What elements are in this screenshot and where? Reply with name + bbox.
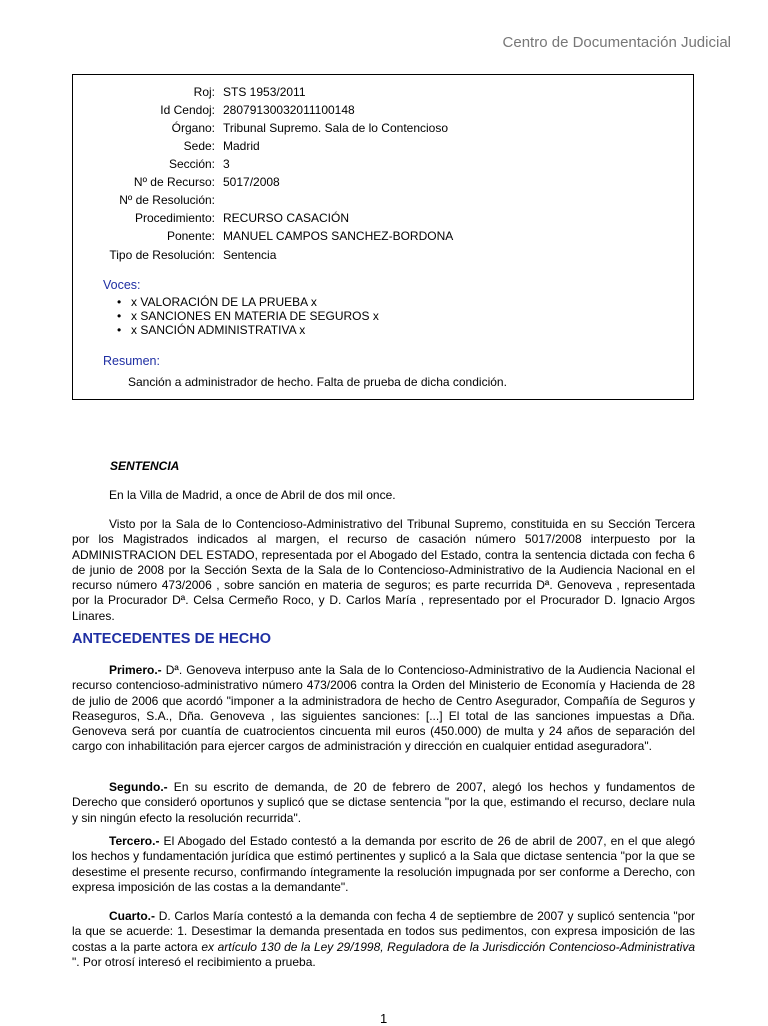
meta-label: Sede: [183,139,215,153]
paragraph-segundo [72,780,695,826]
site-header-title: Centro de Documentación Judicial [502,34,731,51]
meta-label: Roj: [193,85,215,99]
meta-value: Sentencia [223,248,277,262]
meta-row-recurso [73,173,693,191]
paragraph-text: Dª. Genoveva interpuso ante la Sala de lo Contencioso-Administrativo de la Audiencia Nacional el recurso contencioso-administrativo número 473/2006 contra la Orden del Ministerio de Economía y Hacienda de 28 de julio de 2006 que acordó "imponer a la administradora de hecho de Centro Asegurador, Compañía de Seguros y Reaseguros, S.A., Dña. Genoveva , las siguientes sanciones: [...] El total de las sanciones impuestas a Dña. Genoveva será por cuantía de cuatrocientos cincuenta mil euros (450.000) de multa y 24 años de separación del cargo con inhabilitación para ejercer cargos de administración y dirección en cualquier entidad aseguradora". [72,663,695,754]
meta-value: 3 [223,157,230,171]
meta-value: MANUEL CAMPOS SANCHEZ-BORDONA [223,229,454,243]
paragraph-text: El Abogado del Estado contestó a la demanda por escrito de 26 de abril de 2007, en el que alegó los hechos y fundamentación jurídica que estimó pertinentes y suplicó a la Sala que dictase sentencia "por la que se desestime el presente recurso, confirmando íntegramente la resolución impugnada por ser conforme a Derecho, con expresa imposición de las costas a la demandante". [72,834,695,894]
meta-label: Sección: [168,157,215,171]
paragraph-tercero [72,834,695,895]
metadata-box [72,74,694,400]
sentencia-title: SENTENCIA [110,459,180,473]
meta-row-roj [73,83,693,101]
paragraph-lead: Cuarto.- [109,909,155,923]
meta-value: 5017/2008 [223,175,280,189]
voces-item: • x SANCIÓN ADMINISTRATIVA x [117,323,379,337]
resumen-label: Resumen: [103,354,160,368]
meta-label: Nº de Recurso: [133,175,215,189]
paragraph-primero [72,663,695,755]
voces-item: • x VALORACIÓN DE LA PRUEBA x [117,295,379,309]
antecedentes-heading: ANTECEDENTES DE HECHO [72,631,271,647]
paragraph-lead: Segundo.- [109,780,168,794]
paragraph-text: D. Carlos María contestó a la demanda con fecha 4 de septiembre de 2007 y suplicó sentencia "por la que se acuerde: 1. Desestimar la demanda presentada en todos sus pedimentos, con expresa imposición de las costas a la parte actora [72,909,695,954]
meta-value: Tribunal Supremo. Sala de lo Contencioso [223,121,449,135]
voces-item: • x SANCIONES EN MATERIA DE SEGUROS x [117,309,379,323]
paragraph-lead: Primero.- [109,663,162,677]
meta-label: Ponente: [166,229,215,243]
meta-row-organo [73,119,693,137]
place-date-paragraph: En la Villa de Madrid, a once de Abril de dos mil once. [109,488,396,502]
paragraph-text: En su escrito de demanda, de 20 de febrero de 2007, alegó los hechos y fundamentos de Derecho que consideró oportunos y suplicó que se dictase sentencia "por la que, estimando el recurso, declare nula y sin ningún efecto la resolución recurrida". [72,780,695,825]
paragraph-cuarto [72,909,695,970]
meta-row-id-cendoj [73,101,693,119]
meta-value: RECURSO CASACIÓN [223,211,350,225]
meta-value: Madrid [223,139,260,153]
meta-value: STS 1953/2011 [223,85,306,99]
meta-label: Órgano: [171,121,215,135]
paragraph-tail: ". Por otrosí interesó el recibimiento a prueba. [72,954,316,969]
meta-value: 28079130032011100148 [223,103,355,117]
meta-label: Nº de Resolución: [119,193,215,207]
paragraph-italic-citation: ex artículo 130 de la Ley 29/1998, Reguladora de la Jurisdicción Contencioso-Administrativa [201,939,695,954]
meta-row-sede [73,137,693,155]
resumen-text: Sanción a administrador de hecho. Falta de prueba de dicha condición. [128,375,507,389]
meta-label: Id Cendoj: [160,103,215,117]
paragraph-lead: Tercero.- [109,834,160,848]
voces-label: Voces: [103,278,141,292]
meta-label: Procedimiento: [134,211,215,225]
meta-row-procedimiento [73,209,693,227]
meta-label: Tipo de Resolución: [109,248,215,262]
page-number: 1 [380,1011,388,1026]
voces-list [117,295,379,337]
meta-row-resolucion [73,191,693,209]
meta-row-ponente [73,227,693,245]
meta-row-tipo-resolucion [73,246,693,264]
visto-paragraph: Visto por la Sala de lo Contencioso-Administrativo del Tribunal Supremo, constituida en su Sección Tercera por los Magistrados indicados al margen, el recurso de casación número 5017/2008 interpuesto por la ADMINISTRACION DEL ESTADO, representada por el Abogado del Estado, contra la sentencia dictada con fecha 6 de junio de 2008 por la Sección Sexta de la Sala de lo Contencioso-Administrativo de la Audiencia Nacional en el recurso número 473/2006 , sobre sanción en materia de seguros; es parte recurrida Dª. Genoveva , representada por la Procurador Dª. Celsa Cermeño Roco, y D. Carlos María , representado por el Procurador D. Ignacio Argos Linares. [72,517,695,623]
meta-row-seccion [73,155,693,173]
